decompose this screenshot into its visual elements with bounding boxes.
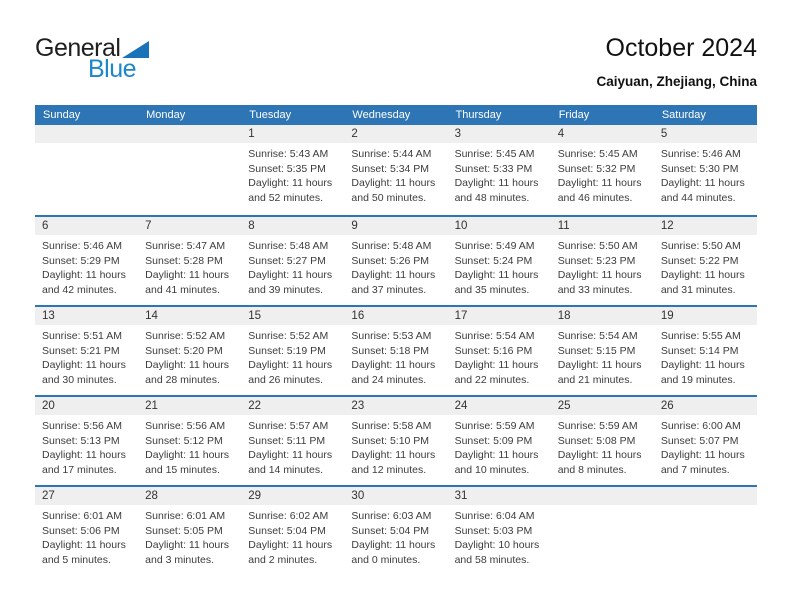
sunrise-text: Sunrise: 5:59 AM: [557, 420, 638, 432]
sunset-text: Sunset: 5:08 PM: [557, 434, 636, 447]
day-cell-28: [138, 487, 241, 575]
daylight-text-line2: and 44 minutes.: [660, 191, 736, 204]
sunrise-text: Sunrise: 6:02 AM: [248, 510, 329, 522]
sunset-text: Sunset: 5:35 PM: [248, 162, 326, 175]
calendar-body: [35, 125, 757, 575]
sunrise-text: Sunrise: 5:53 AM: [351, 330, 432, 342]
day-details: [35, 415, 138, 477]
day-number: 24: [448, 397, 551, 415]
day-number: 2: [344, 125, 447, 143]
week-row-2: [35, 215, 757, 305]
day-number: 11: [551, 217, 654, 235]
daylight-text-line2: and 26 minutes.: [248, 373, 323, 386]
day-cell-18: [551, 307, 654, 395]
day-details: [344, 505, 447, 567]
sunrise-text: Sunrise: 5:55 AM: [660, 330, 741, 342]
day-details: [551, 415, 654, 477]
day-details: [344, 415, 447, 477]
day-number: 22: [241, 397, 344, 415]
sunrise-text: Sunrise: 5:58 AM: [351, 420, 432, 432]
daylight-text-line1: Daylight: 11 hours: [351, 177, 436, 189]
sunset-text: Sunset: 5:33 PM: [454, 162, 533, 175]
day-cell-1: [241, 125, 344, 215]
sunrise-text: Sunrise: 6:03 AM: [351, 510, 432, 522]
daylight-text-line1: Daylight: 11 hours: [42, 269, 126, 281]
day-number: [138, 125, 241, 143]
sunrise-text: Sunrise: 5:48 AM: [248, 240, 329, 252]
sunset-text: Sunset: 5:24 PM: [454, 254, 533, 267]
page-title: October 2024: [605, 34, 757, 62]
daylight-text-line2: and 50 minutes.: [351, 191, 427, 204]
daylight-text-line2: and 21 minutes.: [557, 373, 633, 386]
sunset-text: Sunset: 5:10 PM: [351, 434, 430, 447]
day-number: 18: [551, 307, 654, 325]
daylight-text-line2: and 52 minutes.: [248, 191, 323, 204]
header-titles: [596, 34, 757, 89]
week-row-4: [35, 395, 757, 485]
sunrise-text: Sunrise: 5:49 AM: [454, 240, 535, 252]
sunset-text: Sunset: 5:04 PM: [351, 524, 430, 537]
sunrise-text: Sunrise: 5:56 AM: [42, 420, 122, 432]
day-number: 13: [35, 307, 138, 325]
weekday-header-friday: Friday: [558, 109, 590, 121]
location-subtitle: Caiyuan, Zhejiang, China: [596, 74, 757, 89]
day-number: 29: [241, 487, 344, 505]
sunset-text: Sunset: 5:18 PM: [351, 344, 430, 357]
daylight-text-line2: and 42 minutes.: [42, 283, 117, 296]
day-number: 26: [654, 397, 757, 415]
sunrise-text: Sunrise: 6:04 AM: [454, 510, 535, 522]
day-number: 9: [344, 217, 447, 235]
day-number: 3: [448, 125, 551, 143]
day-number: 27: [35, 487, 138, 505]
daylight-text-line1: Daylight: 11 hours: [660, 269, 745, 281]
daylight-text-line1: Daylight: 11 hours: [557, 449, 642, 461]
sunrise-text: Sunrise: 5:45 AM: [454, 148, 535, 160]
day-number: 20: [35, 397, 138, 415]
day-cell-empty: [654, 487, 757, 575]
daylight-text-line1: Daylight: 11 hours: [42, 449, 126, 461]
daylight-text-line1: Daylight: 11 hours: [248, 177, 333, 189]
sunset-text: Sunset: 5:29 PM: [42, 254, 120, 267]
day-number: 8: [241, 217, 344, 235]
daylight-text-line1: Daylight: 11 hours: [42, 359, 126, 371]
day-details: [138, 505, 241, 567]
daylight-text-line1: Daylight: 11 hours: [557, 269, 642, 281]
day-cell-20: [35, 397, 138, 485]
daylight-text-line1: Daylight: 11 hours: [454, 359, 539, 371]
daylight-text-line1: Daylight: 11 hours: [248, 359, 333, 371]
day-details: [654, 325, 757, 387]
general-blue-logo: [35, 36, 149, 82]
day-cell-15: [241, 307, 344, 395]
daylight-text-line1: Daylight: 11 hours: [42, 539, 126, 551]
sunset-text: Sunset: 5:13 PM: [42, 434, 120, 447]
day-number: 17: [448, 307, 551, 325]
daylight-text-line1: Daylight: 11 hours: [660, 177, 745, 189]
sunrise-text: Sunrise: 5:54 AM: [454, 330, 535, 342]
sunset-text: Sunset: 5:05 PM: [145, 524, 223, 537]
daylight-text-line2: and 58 minutes.: [454, 553, 530, 566]
day-number: 6: [35, 217, 138, 235]
day-number: 21: [138, 397, 241, 415]
sunrise-text: Sunrise: 5:46 AM: [660, 148, 741, 160]
day-cell-22: [241, 397, 344, 485]
daylight-text-line2: and 35 minutes.: [454, 283, 530, 296]
day-cell-19: [654, 307, 757, 395]
sunrise-text: Sunrise: 5:46 AM: [42, 240, 122, 252]
day-number: 19: [654, 307, 757, 325]
daylight-text-line1: Daylight: 11 hours: [454, 177, 539, 189]
daylight-text-line1: Daylight: 11 hours: [351, 269, 436, 281]
day-details: [344, 235, 447, 297]
sunset-text: Sunset: 5:23 PM: [557, 254, 636, 267]
day-cell-empty: [551, 487, 654, 575]
day-details: [35, 235, 138, 297]
daylight-text-line2: and 10 minutes.: [454, 463, 530, 476]
sunset-text: Sunset: 5:26 PM: [351, 254, 430, 267]
day-details: [344, 143, 447, 205]
day-details: [448, 415, 551, 477]
sunset-text: Sunset: 5:27 PM: [248, 254, 326, 267]
sunrise-text: Sunrise: 6:01 AM: [42, 510, 122, 522]
week-row-5: [35, 485, 757, 575]
day-details: [241, 415, 344, 477]
day-cell-empty: [138, 125, 241, 215]
daylight-text-line1: Daylight: 11 hours: [351, 539, 436, 551]
sunrise-text: Sunrise: 6:00 AM: [660, 420, 741, 432]
daylight-text-line1: Daylight: 11 hours: [248, 269, 333, 281]
sunrise-text: Sunrise: 5:50 AM: [557, 240, 638, 252]
daylight-text-line1: Daylight: 11 hours: [145, 359, 229, 371]
day-details: [448, 325, 551, 387]
day-cell-13: [35, 307, 138, 395]
day-details: [448, 143, 551, 205]
day-cell-8: [241, 217, 344, 305]
day-cell-10: [448, 217, 551, 305]
daylight-text-line2: and 7 minutes.: [660, 463, 730, 476]
weekday-header-tuesday: Tuesday: [249, 109, 292, 121]
day-details: [241, 325, 344, 387]
day-details: [448, 505, 551, 567]
daylight-text-line1: Daylight: 11 hours: [454, 449, 539, 461]
daylight-text-line1: Daylight: 10 hours: [454, 539, 540, 551]
sunrise-text: Sunrise: 5:50 AM: [660, 240, 741, 252]
day-number: 1: [241, 125, 344, 143]
sunset-text: Sunset: 5:19 PM: [248, 344, 326, 357]
weekday-header-saturday: Saturday: [661, 109, 706, 121]
week-row-1: [35, 125, 757, 215]
day-number: 30: [344, 487, 447, 505]
day-number: 28: [138, 487, 241, 505]
day-cell-31: [448, 487, 551, 575]
daylight-text-line2: and 0 minutes.: [351, 553, 421, 566]
day-details: [654, 235, 757, 297]
daylight-text-line1: Daylight: 11 hours: [145, 269, 229, 281]
daylight-text-line2: and 28 minutes.: [145, 373, 220, 386]
sunrise-text: Sunrise: 5:57 AM: [248, 420, 329, 432]
day-cell-12: [654, 217, 757, 305]
daylight-text-line2: and 19 minutes.: [660, 373, 736, 386]
daylight-text-line2: and 30 minutes.: [42, 373, 117, 386]
daylight-text-line1: Daylight: 11 hours: [660, 449, 745, 461]
day-details: [35, 505, 138, 567]
daylight-text-line2: and 24 minutes.: [351, 373, 427, 386]
calendar-table: [35, 105, 757, 575]
sunset-text: Sunset: 5:32 PM: [557, 162, 636, 175]
weekday-header-sunday: Sunday: [43, 109, 81, 121]
day-details: [654, 143, 757, 205]
day-cell-25: [551, 397, 654, 485]
sunset-text: Sunset: 5:20 PM: [145, 344, 223, 357]
day-details: [241, 143, 344, 205]
logo-text-general: General: [35, 34, 121, 62]
day-cell-7: [138, 217, 241, 305]
sunrise-text: Sunrise: 5:51 AM: [42, 330, 122, 342]
day-details: [448, 235, 551, 297]
daylight-text-line2: and 17 minutes.: [42, 463, 117, 476]
sunrise-text: Sunrise: 5:52 AM: [248, 330, 329, 342]
day-cell-empty: [35, 125, 138, 215]
daylight-text-line2: and 12 minutes.: [351, 463, 427, 476]
sunset-text: Sunset: 5:16 PM: [454, 344, 533, 357]
logo-text-blue: Blue: [88, 55, 137, 83]
day-number: [654, 487, 757, 505]
day-number: 14: [138, 307, 241, 325]
sunset-text: Sunset: 5:21 PM: [42, 344, 120, 357]
daylight-text-line2: and 33 minutes.: [557, 283, 633, 296]
day-number: 7: [138, 217, 241, 235]
daylight-text-line2: and 3 minutes.: [145, 553, 215, 566]
daylight-text-line2: and 37 minutes.: [351, 283, 427, 296]
sunrise-text: Sunrise: 5:59 AM: [454, 420, 535, 432]
daylight-text-line1: Daylight: 11 hours: [145, 539, 229, 551]
week-row-3: [35, 305, 757, 395]
day-number: 23: [344, 397, 447, 415]
day-cell-5: [654, 125, 757, 215]
day-cell-23: [344, 397, 447, 485]
sunset-text: Sunset: 5:04 PM: [248, 524, 326, 537]
day-number: 16: [344, 307, 447, 325]
daylight-text-line1: Daylight: 11 hours: [351, 449, 436, 461]
day-cell-26: [654, 397, 757, 485]
day-cell-3: [448, 125, 551, 215]
day-details: [654, 415, 757, 477]
day-details: [35, 325, 138, 387]
day-number: 4: [551, 125, 654, 143]
weekday-header-row: [35, 105, 757, 125]
day-cell-16: [344, 307, 447, 395]
day-cell-24: [448, 397, 551, 485]
day-number: 12: [654, 217, 757, 235]
day-details: [551, 235, 654, 297]
daylight-text-line1: Daylight: 11 hours: [454, 269, 539, 281]
daylight-text-line2: and 14 minutes.: [248, 463, 323, 476]
daylight-text-line2: and 15 minutes.: [145, 463, 220, 476]
day-details: [241, 505, 344, 567]
day-number: 31: [448, 487, 551, 505]
day-number: 15: [241, 307, 344, 325]
sunrise-text: Sunrise: 5:44 AM: [351, 148, 432, 160]
day-cell-29: [241, 487, 344, 575]
sunset-text: Sunset: 5:09 PM: [454, 434, 533, 447]
weekday-header-wednesday: Wednesday: [352, 109, 411, 121]
day-number: 10: [448, 217, 551, 235]
sunset-text: Sunset: 5:15 PM: [557, 344, 636, 357]
day-cell-21: [138, 397, 241, 485]
sunrise-text: Sunrise: 5:56 AM: [145, 420, 226, 432]
day-cell-9: [344, 217, 447, 305]
daylight-text-line1: Daylight: 11 hours: [145, 449, 229, 461]
daylight-text-line2: and 5 minutes.: [42, 553, 111, 566]
day-details: [241, 235, 344, 297]
daylight-text-line2: and 46 minutes.: [557, 191, 633, 204]
daylight-text-line2: and 2 minutes.: [248, 553, 318, 566]
daylight-text-line2: and 39 minutes.: [248, 283, 323, 296]
sunrise-text: Sunrise: 5:47 AM: [145, 240, 226, 252]
day-details: [344, 325, 447, 387]
day-details: [138, 235, 241, 297]
day-cell-27: [35, 487, 138, 575]
day-details: [551, 325, 654, 387]
sunrise-text: Sunrise: 6:01 AM: [145, 510, 226, 522]
sunset-text: Sunset: 5:28 PM: [145, 254, 223, 267]
daylight-text-line1: Daylight: 11 hours: [351, 359, 436, 371]
sunrise-text: Sunrise: 5:52 AM: [145, 330, 226, 342]
daylight-text-line1: Daylight: 11 hours: [248, 539, 333, 551]
daylight-text-line2: and 48 minutes.: [454, 191, 530, 204]
day-number: [35, 125, 138, 143]
day-details: [138, 325, 241, 387]
day-cell-14: [138, 307, 241, 395]
weekday-header-thursday: Thursday: [455, 109, 502, 121]
daylight-text-line1: Daylight: 11 hours: [557, 359, 642, 371]
day-number: 25: [551, 397, 654, 415]
sunrise-text: Sunrise: 5:54 AM: [557, 330, 638, 342]
sunset-text: Sunset: 5:03 PM: [454, 524, 533, 537]
daylight-text-line2: and 31 minutes.: [660, 283, 736, 296]
sunset-text: Sunset: 5:12 PM: [145, 434, 223, 447]
daylight-text-line1: Daylight: 11 hours: [557, 177, 642, 189]
day-cell-17: [448, 307, 551, 395]
sunset-text: Sunset: 5:22 PM: [660, 254, 739, 267]
day-cell-11: [551, 217, 654, 305]
weekday-header-monday: Monday: [146, 109, 186, 121]
daylight-text-line2: and 41 minutes.: [145, 283, 220, 296]
day-cell-2: [344, 125, 447, 215]
daylight-text-line1: Daylight: 11 hours: [660, 359, 745, 371]
day-cell-30: [344, 487, 447, 575]
sunrise-text: Sunrise: 5:45 AM: [557, 148, 638, 160]
day-number: 5: [654, 125, 757, 143]
sunset-text: Sunset: 5:30 PM: [660, 162, 739, 175]
daylight-text-line1: Daylight: 11 hours: [248, 449, 333, 461]
sunrise-text: Sunrise: 5:48 AM: [351, 240, 432, 252]
sunset-text: Sunset: 5:06 PM: [42, 524, 120, 537]
daylight-text-line2: and 8 minutes.: [557, 463, 627, 476]
day-cell-6: [35, 217, 138, 305]
sunset-text: Sunset: 5:14 PM: [660, 344, 739, 357]
sunset-text: Sunset: 5:07 PM: [660, 434, 739, 447]
day-number: [551, 487, 654, 505]
day-cell-4: [551, 125, 654, 215]
sunset-text: Sunset: 5:34 PM: [351, 162, 430, 175]
sunrise-text: Sunrise: 5:43 AM: [248, 148, 329, 160]
day-details: [138, 415, 241, 477]
day-details: [551, 143, 654, 205]
sunset-text: Sunset: 5:11 PM: [248, 434, 326, 447]
daylight-text-line2: and 22 minutes.: [454, 373, 530, 386]
